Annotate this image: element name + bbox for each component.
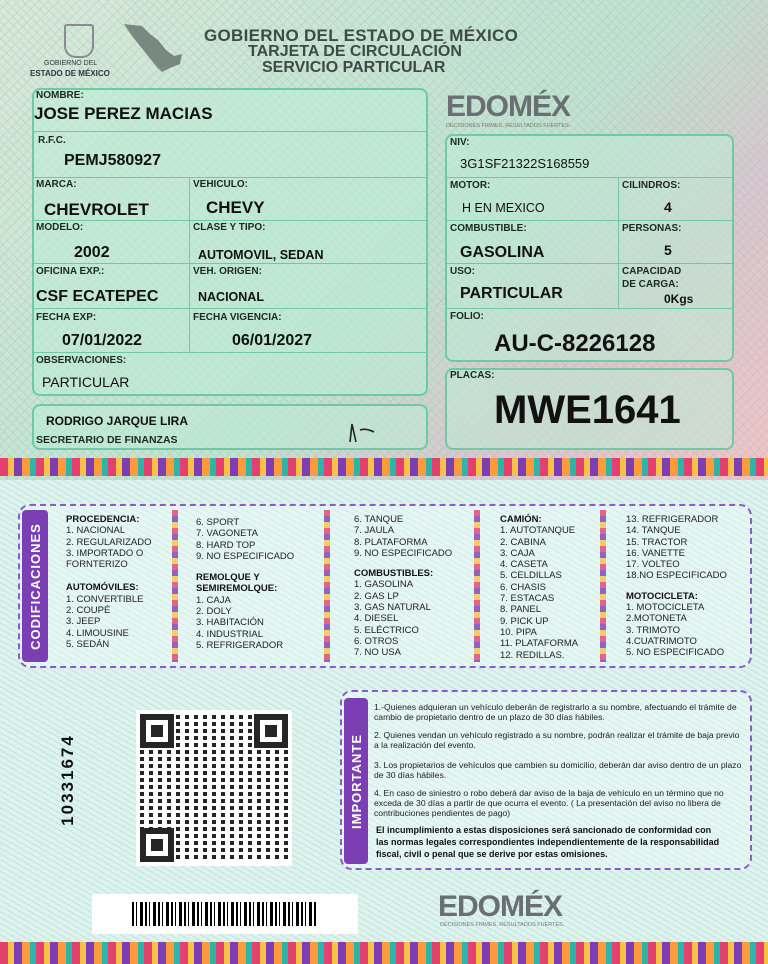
combustible-label: COMBUSTIBLE: [450,223,527,234]
oficina-value: CSF ECATEPEC [36,288,159,305]
marca-value: CHEVROLET [44,200,149,219]
edomex-logo: EDOMÉX [446,90,571,123]
rfc-label: R.F.C. [38,135,66,146]
codes-separator-3 [474,510,480,662]
serial-number: 10331674 [58,734,78,826]
codes-separator-1 [172,510,178,662]
fecha-exp-value: 07/01/2022 [62,332,143,349]
modelo-value: 2002 [74,244,110,261]
signatory-name: RODRIGO JARQUE LIRA [46,414,189,428]
codes-column-2: 6. SPORT 7. VAGONETA 8. HARD TOP 9. NO ESPECIFICADO REMOLQUE Y SEMIREMOLQUE: 1. CAJA 2. DOLY 3. HABITACIÓN 4. INDUSTRIAL 5. REFRIGERADOR [196,517,295,651]
edomex-tagline: DECISIONES FIRMES, RESULTADOS FUERTES. [446,123,571,129]
qr-code [136,710,292,866]
folio-value: AU-C-8226128 [494,330,656,357]
edomex-logo-back: EDOMÉX [438,890,563,923]
header-line-1: GOBIERNO DEL ESTADO DE MÉXICO [204,26,519,45]
vigencia-value: 06/01/2027 [232,332,313,349]
decorative-stripe-top [0,458,768,476]
codes-column-3: 6. TANQUE 7. JAULA 8. PLATAFORMA 9. NO ESPECIFICADO COMBUSTIBLES: 1. GASOLINA 2. GAS LP 3. GAS NATURAL 4. DIESEL 5. ELÉCTRICO 6. OTROS 7. NO USA [354,514,453,659]
vehiculo-label: VEHICULO: [193,179,248,190]
personas-label: PERSONAS: [622,223,682,234]
card-back [0,480,768,964]
codes-column-1: PROCEDENCIA: 1. NACIONAL 2. REGULARIZADO 3. IMPORTADO O FORNTERIZO AUTOMÓVILES: 1. CONVERTIBLE 2. COUPÉ 3. JEEP 4. LIMOUSINE 5. SEDÁN [66,514,152,650]
importante-note-2: 2. Quienes vendan un vehículo registrado a su nombre, podrán realizar el trámite de baja previo a la realización del evento. [374,730,740,750]
marca-label: MARCA: [36,179,77,190]
fecha-exp-label: FECHA EXP: [36,312,97,323]
modelo-label: MODELO: [36,222,84,233]
motor-label: MOTOR: [450,180,491,191]
codes-column-4: CAMIÓN: 1. AUTOTANQUE 2. CABINA 3. CAJA 4. CASETA 5. CELDILLAS 6. CHASIS 7. ESTACAS 8. PANEL 9. PICK UP 10. PIPA 11. PLATAFORMA 12. REDILLAS. [500,514,579,661]
rfc-value: PEMJ580927 [64,152,161,169]
nombre-label: NOMBRE: [36,90,84,101]
origen-value: NACIONAL [198,290,264,304]
header-line-2: TARJETA DE CIRCULACIÓN [248,43,462,60]
combustible-value: GASOLINA [460,244,545,261]
codes-separator-4 [600,510,606,662]
uso-label: USO: [450,266,475,277]
importante-warning: El incumplimiento a estas disposiciones será sancionado de conformidad con las normas legales correspondientes independientemente de la responsabilidad fiscal, civil o penal que se derive por estas omisiones. [376,825,720,859]
niv-value: 3G1SF21322S168559 [460,156,590,171]
nombre-value: JOSE PEREZ MACIAS [34,104,213,123]
seal-text-1: GOBIERNO DEL [44,60,98,67]
barcode [92,894,358,934]
vigencia-label: FECHA VIGENCIA: [193,312,282,323]
importante-note-4: 4. En caso de siniestro o robo deberá dar aviso de la baja de vehículo en un término que no exceda de 30 días a partir de que ocurra el evento. ( La presentación del aviso no libera de contribuciones pendientes de pago) [374,788,724,818]
cilindros-value: 4 [664,199,672,215]
codes-column-5: 13. REFRIGERADOR 14. TANQUE 15. TRACTOR 16. VANETTE 17. VOLTEO 18.NO ESPECIFICADO MOTOCICLETA: 1. MOTOCICLETA 2.MOTONETA 3. TRIMOTO 4.CUATRIMOTO 5. NO ESPECIFICADO [626,514,727,659]
codes-separator-2 [324,510,330,662]
folio-label: FOLIO: [450,311,484,322]
decorative-stripe-bottom [0,942,768,964]
seal-text-2: ESTADO DE MÉXICO [30,69,110,78]
clase-value: AUTOMOVIL, SEDAN [198,248,324,262]
uso-value: PARTICULAR [460,285,563,302]
card-front [0,0,768,480]
importante-note-1: 1.-Quienes adquieran un vehículo deberán de registrarlo a su nombre, afectuando el trámite de cambio de propietario dentro de un plazo de 30 días hábiles. [374,702,737,722]
oficina-label: OFICINA EXP.: [36,266,105,277]
niv-label: NIV: [450,137,470,148]
importante-tab: IMPORTANTE [344,698,368,864]
capacidad-label-1: CAPACIDAD [622,266,682,277]
obs-value: PARTICULAR [42,374,130,390]
vehiculo-value: CHEVY [206,198,265,217]
origen-label: VEH. ORIGEN: [193,266,262,277]
header-line-3: SERVICIO PARTICULAR [262,59,446,76]
placas-value: MWE1641 [494,388,681,432]
edomex-tagline-back: DECISIONES FIRMES, RESULTADOS FUERTES. [440,922,565,928]
codificaciones-tab: CODIFICACIONES [22,510,48,662]
personas-value: 5 [664,242,672,258]
placas-label: PLACAS: [450,370,495,381]
capacidad-value: 0Kgs [664,292,694,306]
cilindros-label: CILINDROS: [622,180,681,191]
motor-value: H EN MEXICO [462,201,545,215]
state-seal-icon [64,24,94,58]
capacidad-label-2: DE CARGA: [622,279,679,290]
importante-note-3: 3. Los propietarios de vehículos que cambien su domicilio, deberán dar aviso dentro de un plazo de 30 días hábiles. [374,760,742,780]
obs-label: OBSERVACIONES: [36,355,127,366]
mexico-map-icon [122,20,184,76]
signature-mark [346,420,386,448]
signatory-title: SECRETARIO DE FINANZAS [36,434,178,446]
clase-label: CLASE Y TIPO: [193,222,266,233]
